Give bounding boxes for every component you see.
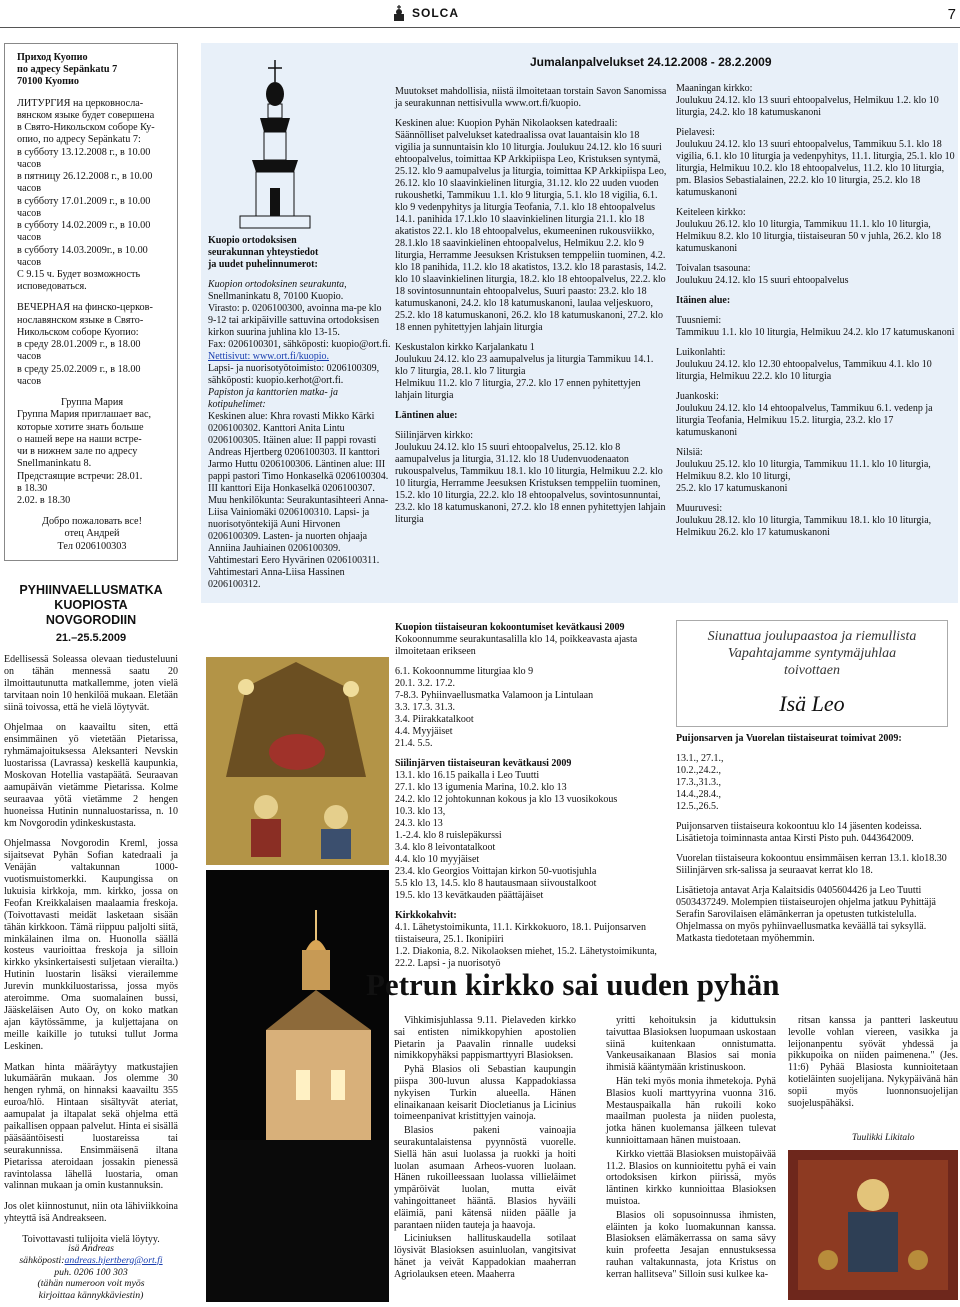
puijonsarvi-column <box>676 733 956 953</box>
contacts-website-link[interactable]: Nettisivut: www.ort.fi/kuopio. <box>208 351 330 362</box>
nativity-icon-image <box>206 657 389 865</box>
puijonsarvi-dates: 13.1., 27.1., 10.2.,24.2., 17.3.,31.3., 14.4.,28.4., 12.5.,26.5. <box>676 753 724 812</box>
article-column-2 <box>606 1015 776 1283</box>
kuopio-club-title: Kuopion tiistaiseuran kokoontumiset kevätkausi 2009 <box>395 622 625 633</box>
contact-name: isä Andreas <box>68 1243 114 1254</box>
contacts-fax: Fax: 0206100301, sähköposti: kuopio@ort.fi. <box>208 339 391 350</box>
solea-logo <box>390 3 474 23</box>
pilgrimage-para: Edellisessä Soleassa olevaan tiedusteluuni on tähän mennessä saatu 20 ilmoittautunutta matkallemme, joten vielä tarvitaan noin 10 henkilöä mukaan. Eletään siinä toivossa, että he vielä löytyvät. <box>4 654 178 713</box>
contact-email-link[interactable]: andreas.hjertberg@ort.fi <box>64 1254 163 1266</box>
pilgrimage-contact <box>4 1243 178 1302</box>
article-paragraph: yritti kehoituksin ja kiduttuksin taivuttaa Blasioksen luopumaan uskostaan siinä kuitenkaan onnistumatta. Vankeusaikanaan Blasios sai monia ihmisiä kääntymään kristinuskoon. <box>606 1015 776 1074</box>
schedule-maaninka: Maaningan kirkko: Joulukuu 24.12. klo 13 suuri ehtoopalvelus, Helmikuu 1.2. klo 10 liturgia, 24.2. klo 18 katumuskanoni <box>676 83 939 118</box>
contacts-office: Virasto: p. 0206100300, avoinna ma-pe klo 9-12 tai arkipäiville sattuvina ortodoksisen kirkon suurina juhlina klo 13-15. <box>208 303 382 338</box>
article-paragraph: Blasios oli sopusoinnussa ihmisten, eläinten ja koko luomakunnan kanssa. Blasioksen elämäkerrassa on sama sävy kuin profeetta Jesajan ennustuksessa rauhan valtakunnasta, jota Kristus on kerran hallitseva" Silloin susi kulkee ka- <box>606 1209 776 1280</box>
schedule-west-heading: Läntinen alue: <box>395 410 458 421</box>
contacts-staff: Muu henkilökunta: Seurakuntasihteeri Anna-Liisa Vainiomäki 0206100310. Lapsi- ja nuorisotyöntekijä Auni Hirvonen 0206100309. Lasten- ja nuorten ohjaaja Anniina Jauhiainen 0206100309. Vahtimestari Eero Hyvärinen 0206100311. Vahtimestari Anna-Liisa Hassinen 0206100312. <box>208 495 389 590</box>
pilgrimage-para: Ohjelmaa on kaavailtu siten, että ensimmäinen yö vietetään Pietarissa, ryhmämajoituksessa Aleksanteri Nevskin luostarissa (Lavrassa) keskellä kaupunkia, Moskovan Hotellia vastapäätä. Seuraavan aamupäivän vietämme Pietarissa. Kolme seuraavaa yötä vietämme 2 hengen huoneissa Hutinin nunnaluostarissa, n. 10 km Novgorodin ydinkeskustasta. <box>4 722 178 829</box>
vuorela-text: Vuorelan tiistaiseura kokoontuu ensimmäisen kerran 13.1. klo18.30 Siilinjärven srk-salissa ja seuraavat kerrat klo 18. <box>676 853 947 876</box>
article-column-3 <box>788 1015 958 1111</box>
article-paragraph: ritsan kanssa ja pantteri laskeutuu levolle vohlan viereen, vasikka ja leijonanpentu syövät yhdessä ja pikkupoika on niiden paimenena." (Jes. 11:6) Pyhää Blasiosta kunnioitetaan kotieläinten suojelijana. Nykypäivänä hän sopii myös luonnonsuojelijan suojeluspähäksi. <box>788 1015 958 1109</box>
pilgrimage-para: Toivottavasti tulijoita vielä löytyy. <box>22 1234 160 1246</box>
pilgrimage-para: Jos olet kiinnostunut, niin ota lähiviikkoina yhteyttä isä Andreakseen. <box>4 1201 178 1225</box>
church-coffee-title: Kirkkokahvit: <box>395 910 457 921</box>
logo-text: SOLCA <box>412 5 459 20</box>
church-coffee-list: 4.1. Lähetystoimikunta, 11.1. Kirkkokuoro, 18.1. Puijonsarven tiistaiseura, 25.1. Ikonipiiri 1.2. Diakonia, 8.2. Nikolaoksen miehet, 15.2. Lähetystoimikunta, 22.2. Lapsi - ja nuorisotyö <box>395 922 657 969</box>
maria-group-title: Группа Мария <box>60 397 124 409</box>
pilgrimage-body <box>4 654 178 1255</box>
liturgy-schedule: ЛИТУРГИЯ на церковносла- вянском языке будет совершена в Свято-Никольском соборе Ку- опио, по адресу Sepänkatu 7: в субботу 13.12.2008 г., в 10.00 часов в пятницу 26.12.2008 г., в 10.00 часов в субботу 17.01.2009 г., в 10.00 часов в субботу 14.02.2009 г., в 10.00 часов в субботу 14.03.2009г., в 10.00 часов С 9.15 ч. Будет возможность исповедоваться. <box>17 97 155 293</box>
schedule-nilsia: Nilsiä: Joulukuu 25.12. klo 10 liturgia, Tammikuu 11.1. klo 10 liturgia, Helmikuu 8.2. klo 10 liturgi, 25.2. klo 17 katumuskanoni <box>676 447 931 494</box>
page-number: 7 <box>947 6 956 23</box>
pilgrimage-dates: 21.–25.5.2009 <box>55 632 127 644</box>
schedule-keitele: Keiteleen kirkko: Joulukuu 26.12. klo 10 liturgia, Tammikuu 11.1. klo 10 liturgia, Helmikuu 8.2. klo 10 liturgia, tiistaiseuran 50 v juhla, 26.2. klo 18 katumuskanoni <box>676 207 942 254</box>
schedule-tuusniemi: Tuusniemi: Tammikuu 1.1. klo 10 liturgia, Helmikuu 24.2. klo 17 katumuskanoni <box>676 315 955 338</box>
closing-greeting: Добро пожаловать все! отец Андрей Тел 0206100303 <box>42 516 142 552</box>
contacts-column <box>208 235 391 591</box>
schedule-luikonlahti: Luikonlahti: Joulukuu 24.12. klo 12.30 ehtoopalvelus, Tammikuu 4.1. klo 10 liturgia, Helmikuu 22.2. klo 10 liturgia <box>676 347 932 382</box>
greeting-text: Siunattua joulupaastoa ja riemullista Vapahtajamme syntymäjuhlaa toivottaen <box>707 629 917 678</box>
siilinjarvi-club-dates: 13.1. klo 16.15 paikalla i Leo Tuutti 27.1. klo 13 igumenia Marina, 10.2. klo 13 24.2. klo 12 johtokunnan kokous ja klo 13 vuosikokous 10.3. klo 13, 24.3. klo 13 1.-2.4. klo 8 ruislepäkurssi 3.4. klo 8 leivontatalkoot 4.4. klo 10 myyjäiset 23.4. klo Georgios Voittajan kirkon 50-vuotisjuhla 5.5 klo 13, 14.5. klo 8 hautausmaan siivoustalkoot 19.5. klo 13 kevätkauden päättäjäiset <box>395 770 618 901</box>
church-drawing-icon <box>230 60 320 230</box>
maria-group-text: Группа Мария приглашает вас, которые хотите знать больше о нашей вере на наши встре- чи в нижнем зале по адресу Snellmaninkatu 8. Предстаящие встречи: 28.01. в 18.30 2.02. в 18.30 <box>17 409 152 506</box>
pilgrimage-para: Matkan hinta määräytyy matkustajien lukumäärän mukaan. Jos olemme 30 hengen ryhmä, on hinnaksi kaavailtu 355 euroa/hlö. Hintaan sisältyvät ateriat, aamupalat ja iltapalat sekä ohjelma että paikallisen oppaan palvelut. Hinta ei sisällä pääsääntöisesti luostareissa tai seurakunnissa. Ensimmäisenä iltana Pietarissa ateroidaan jossakin pienessä ravintolassa lähellä luostaria, oman valinnan mukaan ja omin kustannuksin. <box>4 1061 178 1192</box>
schedule-title: Jumalanpalvelukset 24.12.2008 - 28.2.2009 <box>530 55 772 69</box>
christmas-greeting-box <box>676 620 948 727</box>
pilgrimage-title: PYHIINVAELLUSMATKA KUOPIOSTA NOVGORODIIN <box>19 583 163 627</box>
schedule-muuruvesi: Muuruvesi: Joulukuu 28.12. klo 10 liturgia, Tammikuu 18.1. klo 10 liturgia, Helmikuu 26.2. klo 17 katumuskanoni <box>676 503 932 538</box>
article-paragraph: Vihkimisjuhlassa 9.11. Pielaveden kirkko sai entisten nimikkopyhien apostolien Pietarin ja Paavalin rinnalle uudeksi nimikkopyhäksi pappismarttyyri Blasioksen. <box>394 1015 576 1062</box>
vespers-schedule: ВЕЧЕРНАЯ на финско-церков- нославянском языке в Свято- Никольском соборе Куопио: в среду 28.01.2009 г., в 18.00 часов в среду 25.02.2009 г., в 18.00 часов <box>17 302 153 387</box>
contacts-clergy: Keskinen alue: Khra rovasti Mikko Kärki 0206100302. Kanttori Anita Lintu 0206100305. Itäinen alue: II pappi rovasti Andreas Hjertberg 0206100303. II kanttori Jarmo Huttu 0206100306. Läntinen alue: III pappi pastori Timo Honkaselkä 0206100304. III kanttori Eija Honkaselkä 0206100307. <box>208 411 389 494</box>
kuopio-club-dates: 6.1. Kokoonnumme liturgiaa klo 9 20.1. 3.2. 17.2. 7-8.3. Pyhiinvaellusmatka Valamoon ja Lintulaan 3.3. 17.3. 31.3. 3.4. Piirakkatalkoot 4.4. Myyjäiset 21.4. 5.5. <box>395 666 594 749</box>
contact-note: (tähän numeroon voit myös kirjoittaa kännykkäviestin) <box>37 1278 145 1301</box>
schedule-pielavesi: Pielavesi: Joulukuu 24.12. klo 13 suuri ehtoopalvelus, Tammikuu 5.1. klo 18 vigilia, 6.1. klo 10 liturgia ja vedenpyhitys, 11.1. liturgia, 25.1. klo 10 liturgia, Helmikuu 10.2. klo 18 ehtoopalvelus, 11.2. klo 10 liturgia, pm. Blasios Sebastialainen, 22.2. klo 10 liturgia, 25.2. klo 18 katumuskanoni <box>676 127 955 198</box>
article-column-1 <box>394 1015 576 1283</box>
schedule-east-heading: Itäinen alue: <box>676 295 731 306</box>
schedule-column-regions <box>676 83 956 547</box>
russian-notice-box <box>4 43 178 561</box>
contacts-address: Snellmaninkatu 8, 70100 Kuopio. <box>208 291 344 302</box>
contacts-youth: Lapsi- ja nuorisotyötoimisto: 0206100309, sähköposti: kuopio.kerhot@ort.fi. <box>208 363 380 386</box>
article-paragraph: Hän teki myös monia ihmetekoja. Pyhä Blasios kuoli marttyyrina vuonna 316. Mestauspaikalla hän rukoili koko maailman puolesta ja niiden puolesta, jotka hänen kuolemansa jälkeen tulevat kunnioittamaan hänen muistoaan. <box>606 1075 776 1146</box>
schedule-keskustalo: Keskustalon kirkko Karjalankatu 1 Joulukuu 24.12. klo 23 aamupalvelus ja liturgia Tammikuu 14.1. klo 7 liturgia, 28.1. klo 7 liturgia Helmikuu 11.2. klo 7 liturgia, 27.2. klo 17 ennen pyhitettyjen lahjain liturgia <box>395 342 654 401</box>
schedule-toivala: Toivalan tsasouna: Joulukuu 24.12. klo 15 suuri ehtoopalvelus <box>676 263 849 286</box>
siilinjarvi-club-title: Siilinjärven tiistaiseuran kevätkausi 2009 <box>395 758 572 769</box>
header-rule <box>0 27 960 28</box>
contact-phone: puh. 0206 100 303 <box>54 1266 128 1278</box>
kuopio-club-intro: Kokoonnumme seurakuntasalilla klo 14, poikkeavasta ajasta ilmoitetaan erikseen <box>395 634 638 657</box>
greeting-signature: Isä Leo <box>779 691 845 716</box>
article-headline: Petrun kirkko sai uuden pyhän <box>366 967 780 1002</box>
puijonsarvi-title: Puijonsarven ja Vuorelan tiistaiseurat toimivat 2009: <box>676 733 902 744</box>
russian-notice-column <box>4 43 178 561</box>
article-paragraph: Pyhä Blasios oli Sebastian kaupungin piispa 300-luvun alussa Kappadokiassa nykyisen Turkin alueella. Hänen elinaikanaan keisarit Diocletianus ja Licinius toimeenpanivat kristittyjen vainoja. <box>394 1064 576 1123</box>
tuesday-club-column <box>395 622 670 978</box>
pilgrimage-para: Ohjelmassa Novgorodin Kreml, jossa sijaitsevat Pyhän Sofian katedraali ja Venäjän valtakunnan 1000-vuotismuistomerkki. Kaupungissa on lukuisia kirkkoja, mm. kirkko, jossa on Feofan Kreikkalaisen maalaamia freskoja. (Toivottavasti meidät lasketaan sisään tähän kirkkoon. Tämä riippuu paljolti siitä, minkälainen ilma on. Huonolla säällä kosteus vaurioittaa freskoja ja silloin kirkko yksinkertaisesti suljetaan vierailta.) Hutinin luostarin lisäksi vierailemme Jurevin munkkiluostarissa, jossa myös ateroimme. Oma suomalainen bussi, Jääskeläisen Auto Oy, on koko matkan ajan käytössämme, ja kuljettajana on meille kaikille jo tutuksi tullut Jorma Leskinen. <box>4 838 178 1052</box>
schedule-column-central <box>395 86 667 534</box>
puijonsarvi-text: Puijonsarven tiistaiseura kokoontuu klo 14 jäsenten kodeissa. Lisätietoja toiminnasta antaa Kirsti Pisto puh. 0443642009. <box>676 821 922 844</box>
article-paragraph: Liciniuksen hallituskaudella sotilaat löysivät Blasioksen asuinluolan, vangitsivat hänet ja veivät Kappadokian maaherran Agriolauksen eteen. Maaherra <box>394 1233 576 1280</box>
parish-address: Приход Куопио по адресу Sepänkatu 7 70100 Куопио <box>17 52 118 88</box>
schedule-cathedral: Keskinen alue: Kuopion Pyhän Nikolaoksen katedraali: Säännölliset palvelukset katedraalissa ovat lauantaisin klo 18 vigilia ja sunnuntaisin klo 10 liturgia. Joulukuu 24.12. klo 16 suuri ehtoopalvelus, toimittaa KP Arkkipiispa Leo, Kristuksen syntymä, 25.12. klo 9 aamupalvelus ja liturgia, toimittaa KP Arkkipiispa Leo, 26.12. klo 10 slaavinkielinen liturgia, 31.12. klo 22 uuden vuoden rukoushetki, Tammikuu 1.1. klo 9 liturgia, 5.1. klo 18 vigilia, 6.1. klo 9 vedenpyhitys ja liturgia Teofania, 7.1. klo 18 ehtoopalvelus 14.1. panihida 17.1.klo 10 slaavinkielinen liturgia 21.1. klo 18 akatistos 22.1. klo 18 ehtoopalvelus, ekumeeninen rukousviikko, 28.1.klo 18 saavinkielinen ehtoopalvelus, Helmikuu 2.2. klo 9 liturgia, Herramme Jeesuksen Kristuksen temppeliin tuominen, 4.2. klo 18 panihida, 11.2. klo 18 akatistos, 13.2. klo 18 parastasis, 14.2. klo 10 slaavinkielinen liturgia, 18.2. klo 18 ehtoopalvelus, 22.2. klo 18 sovintosunnuntain ehtoopalvelus, Suuri paasto: 23.2. klo 18 katumuskanoni, 24.2. klo 18 katumuskanoni, laulaa veljeskuoro, 25.2. klo 18 katumuskanoni, 26.2. klo 18 katumuskanoni, 27.2. klo 18 ennen pyhitettyjen lahjain liturgia <box>395 118 667 333</box>
church-night-photo <box>206 870 389 1302</box>
schedule-intro: Muutokset mahdollisia, niistä ilmoitetaan torstain Savon Sanomissa ja seurakunnan nettisivulla www.ort.fi/kuopio. <box>395 86 667 109</box>
schedule-juankoski: Juankoski: Joulukuu 24.12. klo 14 ehtoopalvelus, Tammikuu 6.1. vedenp ja liturgia Teofania, Helmikuu 15.2. liturgia, 23.2. klo 17 katumuskanoni <box>676 391 933 438</box>
schedule-siilinjarvi: Siilinjärven kirkko: Joulukuu 24.12. klo 15 suuri ehtoopalvelus, 25.12. klo 8 aamupalvelus ja liturgia, 31.12. klo 18 Uudenvuodenaaton rukouspalvelus, Tammikuu 18.1. klo 10 liturgia, Helmikuu 2.2. klo 10 liturgia, Herramme Jeesuksen Kristuksen temppeliin tuominen, 15.2. klo 10 liturgia, 22.2. klo 18 ehtoopalvelus, sovintosunnuntai, 23.2. klo 18 katumuskanoni, 27.2. klo 18 ennen pyhitettyjen lahjain liturgia <box>395 430 666 525</box>
contacts-title: Kuopio ortodoksisen seurakunnan yhteystiedot ja uudet puhelinnumerot: <box>208 235 319 270</box>
contacts-parish: Kuopion ortodoksinen seurakunta, <box>208 279 347 290</box>
church-logo-icon <box>390 4 408 22</box>
article-paragraph: Kirkko viettää Blasioksen muistopäivää 11.2. Blasios on kunnioitettu pyhä ei vain ortodoksisen kirkon piirissä, myös läntinen kirkko kunnioittaa Blasioksen muistoa. <box>606 1148 776 1207</box>
saint-blasios-icon-image <box>788 1150 958 1300</box>
more-info-text: Lisätietoja antavat Arja Kalaitsidis 0405604426 ja Leo Tuutti 0503437249. Molempien tiistaiseurojen ohjelma jatkuu Pyhittäjä Serafin Sarovilaisen elämänkerran ja opetusten tutkistelulla. Ohjelmassa on myös pyhiinvaellusmatka keväällä tai syksyllä. Matkasta tiedotetaan myöhemmin. <box>676 885 936 944</box>
article-paragraph: Blasios pakeni vainoajia seurakuntalaistensa pyynnöstä vuorelle. Siellä hän asui luolassa ja ruokki ja hoiti luolan asumaan Arheos-vuoren luolaan. Hänen rukoilleessaan luolassa villieläimet ympäröivät luolan, mutta eivät vahingoittaneet hääntä. Blasios hyväili eläimiä, pani kätensä niiden päälle ja parantaen niiden tauteja ja haavoja. <box>394 1125 576 1231</box>
contacts-clergy-heading: Papiston ja kanttorien matka- ja kotipuhelimet: <box>208 387 338 410</box>
photo-credit: Tuulikki Likitalo <box>852 1133 915 1143</box>
contact-email-label: sähköposti: <box>19 1254 65 1266</box>
